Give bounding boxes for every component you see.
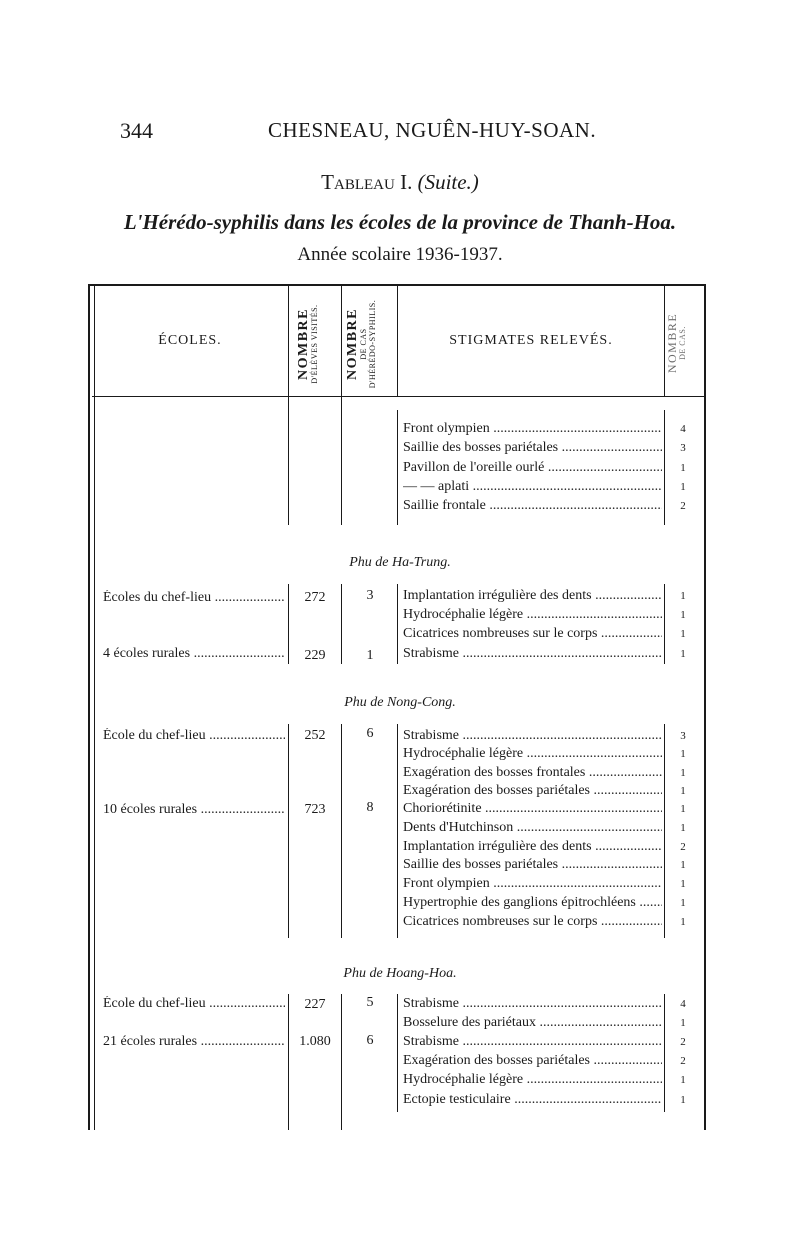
cas-value: 2 bbox=[680, 841, 686, 853]
column-rule-2 bbox=[341, 284, 342, 396]
stigmate-row: Hypertrophie des ganglions épitrochléens ..... bbox=[403, 895, 662, 911]
cas-value: 1 bbox=[680, 1094, 686, 1106]
cas-value: 2 bbox=[680, 1036, 686, 1048]
cas-value: 1 bbox=[680, 609, 686, 621]
cas-value: 1 bbox=[680, 878, 686, 890]
stigmate-row: Strabisme ..... bbox=[403, 646, 662, 662]
cas-value: 1 bbox=[680, 1074, 686, 1086]
cas-value: 1 bbox=[680, 767, 686, 779]
visites-value: 229 bbox=[304, 648, 326, 663]
cas-value: 1 bbox=[680, 590, 686, 602]
body-rule-b1 bbox=[288, 584, 289, 664]
visites-value: 227 bbox=[304, 997, 326, 1012]
table-row: Saillie des bosses pariétales ..... bbox=[403, 440, 662, 456]
body-rule-d3 bbox=[397, 994, 398, 1112]
cas-value: 1 bbox=[680, 822, 686, 834]
body-rule-c2 bbox=[341, 724, 342, 938]
stigmate-row: Choriorétinite ..... bbox=[403, 801, 662, 817]
section-title: Phu de Hoang-Hoa. bbox=[343, 966, 457, 981]
cas-hs-value: 3 bbox=[366, 588, 374, 603]
column-rule-3 bbox=[397, 284, 398, 396]
header-stigmates: STIGMATES RELEVÉS. bbox=[449, 333, 613, 348]
stigmate-row: Implantation irrégulière des dents ..... bbox=[403, 839, 662, 855]
body-rule-c4 bbox=[664, 724, 665, 938]
cas-value: 1 bbox=[680, 628, 686, 640]
stigmate-row: Exagération des bosses pariétales ..... bbox=[403, 783, 662, 799]
cas-value: 1 bbox=[680, 785, 686, 797]
header-nombre-de-cas: NOMBRE DE CAS. bbox=[665, 312, 688, 374]
body-rule-a3 bbox=[397, 410, 398, 525]
cas-value: 2 bbox=[680, 1055, 686, 1067]
school-name: 10 écoles rurales ..... bbox=[103, 802, 285, 818]
running-head: CHESNEAU, NGUÊN-HUY-SOAN. bbox=[268, 118, 597, 142]
cas-value: 1 bbox=[680, 916, 686, 928]
cas-hs-value: 6 bbox=[366, 1033, 374, 1048]
stigmate-row: Dents d'Hutchinson ..... bbox=[403, 820, 662, 836]
body-rule-c3 bbox=[397, 724, 398, 938]
cas-value: 4 bbox=[680, 998, 686, 1010]
cas-hs-value: 8 bbox=[366, 800, 374, 815]
cas-value: 4 bbox=[680, 423, 686, 435]
stigmate-row: Hydrocéphalie légère ..... bbox=[403, 607, 662, 623]
cas-value: 1 bbox=[680, 748, 686, 760]
column-rule-1 bbox=[288, 284, 289, 396]
table-row: Front olympien ..... bbox=[403, 421, 662, 437]
stigmate-row: Ectopie testiculaire ..... bbox=[403, 1092, 662, 1108]
stigmate-row: Implantation irrégulière des dents ..... bbox=[403, 588, 662, 604]
body-rule-d2 bbox=[341, 994, 342, 1130]
stigmate-row: Bosselure des pariétaux ..... bbox=[403, 1015, 662, 1031]
school-name: École du chef-lieu ..... bbox=[103, 728, 285, 744]
body-rule-a1 bbox=[288, 397, 289, 525]
table-row: — — aplati ..... bbox=[403, 479, 662, 495]
table-title bbox=[0, 170, 800, 195]
school-name: 21 écoles rurales ..... bbox=[103, 1034, 285, 1050]
cas-value: 1 bbox=[680, 859, 686, 871]
school-name: École du chef-lieu ..... bbox=[103, 996, 285, 1012]
stigmate-row: Exagération des bosses pariétales ..... bbox=[403, 1053, 662, 1069]
stigmate-row: Cicatrices nombreuses sur le corps ..... bbox=[403, 626, 662, 642]
cas-value: 3 bbox=[680, 730, 686, 742]
cas-value: 1 bbox=[680, 803, 686, 815]
table-title-prefix: Tableau bbox=[321, 170, 395, 194]
body-rule-a2 bbox=[341, 397, 342, 525]
body-rule-b2 bbox=[341, 584, 342, 664]
stigmate-row: Hydrocéphalie légère ..... bbox=[403, 746, 662, 762]
stigmate-row: Strabisme ..... bbox=[403, 728, 662, 744]
cas-hs-value: 1 bbox=[366, 648, 374, 663]
visites-value: 252 bbox=[304, 728, 326, 743]
stigmate-row: Cicatrices nombreuses sur le corps ..... bbox=[403, 914, 662, 930]
section-title: Phu de Ha-Trung. bbox=[349, 555, 451, 570]
cas-hs-value: 6 bbox=[366, 726, 374, 741]
section-title: Phu de Nong-Cong. bbox=[344, 695, 456, 710]
school-name: 4 écoles rurales ..... bbox=[103, 646, 285, 662]
stigmate-row: Saillie des bosses pariétales ..... bbox=[403, 857, 662, 873]
table-title-num: I. bbox=[400, 170, 413, 194]
cas-value: 1 bbox=[680, 462, 686, 474]
body-rule-b4 bbox=[664, 584, 665, 664]
visites-value: 723 bbox=[304, 802, 326, 817]
header-bottom-rule bbox=[92, 396, 706, 397]
body-rule-d4 bbox=[664, 994, 665, 1112]
cas-hs-value: 5 bbox=[366, 995, 374, 1010]
stigmate-row: Strabisme ..... bbox=[403, 996, 662, 1012]
body-rule-d1 bbox=[288, 994, 289, 1130]
page-number: 344 bbox=[120, 118, 153, 143]
cas-value: 2 bbox=[680, 500, 686, 512]
school-year: Année scolaire 1936-1937. bbox=[297, 244, 503, 265]
cas-value: 1 bbox=[680, 1017, 686, 1029]
table-row: Pavillon de l'oreille ourlé ..... bbox=[403, 460, 662, 476]
cas-value: 1 bbox=[680, 897, 686, 909]
visites-value: 1.080 bbox=[299, 1034, 331, 1049]
body-rule-b3 bbox=[397, 584, 398, 664]
school-name: Écoles du chef-lieu ..... bbox=[103, 590, 285, 606]
table-row: Saillie frontale ..... bbox=[403, 498, 662, 514]
stigmate-row: Exagération des bosses frontales ..... bbox=[403, 765, 662, 781]
visites-value: 272 bbox=[304, 590, 326, 605]
header-nombre-visites: NOMBRE D'ÉLÈVES VISITÉS. bbox=[296, 304, 320, 384]
stigmate-row: Front olympien ..... bbox=[403, 876, 662, 892]
cas-value: 3 bbox=[680, 442, 686, 454]
table-title-suffix: (Suite.) bbox=[417, 170, 479, 194]
stigmate-row: Strabisme ..... bbox=[403, 1034, 662, 1050]
table-subtitle: L'Hérédo-syphilis dans les écoles de la province de Thanh-Hoa. bbox=[123, 210, 677, 234]
header-nombre-cas: NOMBRE DE CAS D'HÉRÉDO-SYPHILIS. bbox=[345, 299, 378, 389]
body-rule-c1 bbox=[288, 724, 289, 938]
body-rule-a4 bbox=[664, 410, 665, 525]
header-ecoles: ÉCOLES. bbox=[158, 333, 222, 348]
stigmate-row: Hydrocéphalie légère ..... bbox=[403, 1072, 662, 1088]
cas-value: 1 bbox=[680, 648, 686, 660]
cas-value: 1 bbox=[680, 481, 686, 493]
